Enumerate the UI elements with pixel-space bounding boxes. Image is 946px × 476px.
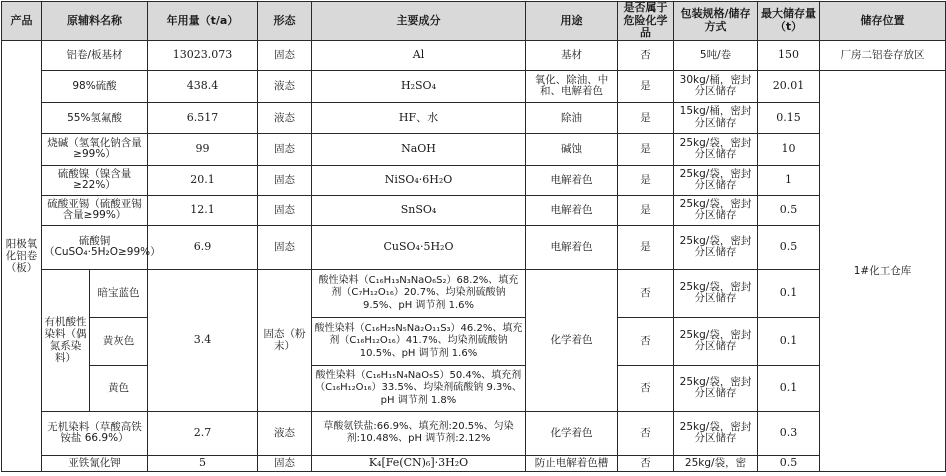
annual-use: 99 xyxy=(148,133,258,165)
hazardous: 否 xyxy=(618,317,674,365)
hazardous: 否 xyxy=(618,455,674,471)
packaging: 25kg/袋，密封分区储存 xyxy=(674,133,758,165)
composition: NiSO₄·6H₂O xyxy=(312,165,526,195)
form: 固态 xyxy=(258,165,312,195)
composition: 酸性染料（C₁₆H₁₅N₄NaO₅S）50.4%、填充剂（C₁₆H₁₂O₁₆）33.5%、均染剂硫酸钠 9.3%、pH 调节剂 1.8% xyxy=(312,365,526,411)
composition: K₄[Fe(CN)₆]·3H₂O xyxy=(312,455,526,471)
hazardous: 否 xyxy=(618,269,674,317)
dye-color-name: 暗宝蓝色 xyxy=(90,269,148,317)
purpose: 电解着色 xyxy=(526,225,618,269)
packaging: 30kg/桶，密封分区储存 xyxy=(674,70,758,102)
max-storage: 0.5 xyxy=(758,455,820,471)
material-name: 烧碱（氢氧化钠含量≥99%） xyxy=(42,133,148,165)
form: 固态 xyxy=(258,225,312,269)
dye-color-name: 黄灰色 xyxy=(90,317,148,365)
material-name: 硫酸亚锡（硫酸亚锡含量≥99%） xyxy=(42,195,148,225)
purpose: 碱蚀 xyxy=(526,133,618,165)
composition: 草酸氨铁盐:66.9%、填充剂:20.5%、匀染剂:10.48%、pH 调节剂:2.12% xyxy=(312,411,526,455)
hazardous: 是 xyxy=(618,102,674,133)
dye-color-name: 黄色 xyxy=(90,365,148,411)
table-row xyxy=(2,455,946,471)
product-category: 阳极氧化铝卷（板） xyxy=(2,40,42,471)
composition: 酸性染料（C₁₆H₁₃N₃NaO₆S₂）68.2%、填充剂（C₇H₁₂O₁₆）20.7%、均染剂硫酸钠 9.5%、pH 调节剂 1.6% xyxy=(312,269,526,317)
header-material-name: 原辅料名称 xyxy=(42,2,148,41)
header-form: 形态 xyxy=(258,2,312,41)
composition: NaOH xyxy=(312,133,526,165)
material-name: 亚铁氰化钾 xyxy=(42,455,148,471)
annual-use: 6.517 xyxy=(148,102,258,133)
table-row xyxy=(2,165,946,195)
hazardous: 是 xyxy=(618,70,674,102)
purpose: 电解着色 xyxy=(526,165,618,195)
purpose: 电解着色 xyxy=(526,195,618,225)
material-name: 55%氢氟酸 xyxy=(42,102,148,133)
annual-use: 20.1 xyxy=(148,165,258,195)
annual-use: 6.9 xyxy=(148,225,258,269)
purpose: 防止电解着色槽 xyxy=(526,455,618,471)
annual-use: 438.4 xyxy=(148,70,258,102)
storage-location: 1#化工仓库 xyxy=(820,70,946,471)
form: 液态 xyxy=(258,102,312,133)
annual-use: 12.1 xyxy=(148,195,258,225)
header-location: 储存位置 xyxy=(820,2,946,41)
form: 液态 xyxy=(258,411,312,455)
packaging: 25kg/袋，密封分区储存 xyxy=(674,269,758,317)
form: 固态 xyxy=(258,133,312,165)
dye-group-name: 有机酸性染料（偶氮系染料） xyxy=(42,269,90,411)
packaging: 25kg/袋，密封分区储存 xyxy=(674,225,758,269)
packaging: 15kg/桶，密封分区储存 xyxy=(674,102,758,133)
purpose: 除油 xyxy=(526,102,618,133)
purpose: 化学着色 xyxy=(526,411,618,455)
packaging: 25kg/袋，密封分区储存 xyxy=(674,411,758,455)
header-packaging: 包装规格/储存方式 xyxy=(674,2,758,41)
composition: SnSO₄ xyxy=(312,195,526,225)
table-row xyxy=(2,133,946,165)
hazardous: 是 xyxy=(618,195,674,225)
material-name: 铝卷/板基材 xyxy=(42,40,148,70)
material-name: 无机染料（草酸高铁铵盐 66.9%） xyxy=(42,411,148,455)
max-storage: 0.1 xyxy=(758,317,820,365)
purpose: 化学着色 xyxy=(526,269,618,411)
header-purpose: 用途 xyxy=(526,2,618,41)
form: 固态 xyxy=(258,40,312,70)
table-row xyxy=(2,70,946,102)
table-row xyxy=(2,225,946,269)
header-category: 产品 xyxy=(2,2,42,41)
max-storage: 0.3 xyxy=(758,411,820,455)
hazardous: 否 xyxy=(618,365,674,411)
header-max-storage: 最大储存量（t） xyxy=(758,2,820,41)
table-row xyxy=(2,269,946,317)
max-storage: 0.5 xyxy=(758,225,820,269)
packaging: 25kg/袋，密 xyxy=(674,455,758,471)
header-composition: 主要成分 xyxy=(312,2,526,41)
table-row xyxy=(2,195,946,225)
form: 固态（粉末） xyxy=(258,269,312,411)
table-row xyxy=(2,40,946,70)
max-storage: 0.1 xyxy=(758,365,820,411)
composition: 酸性染料（C₁₆H₂₅N₅Na₂O₁₁S₃）46.2%、填充剂（C₁₆H₁₂O₁₆）41.7%、均染剂硫酸钠 10.5%、pH 调节剂 1.6% xyxy=(312,317,526,365)
composition: CuSO₄·5H₂O xyxy=(312,225,526,269)
annual-use: 2.7 xyxy=(148,411,258,455)
table-row xyxy=(2,102,946,133)
annual-use: 3.4 xyxy=(148,269,258,411)
packaging: 25kg/袋，密封分区储存 xyxy=(674,165,758,195)
table-row xyxy=(2,365,946,411)
header-row xyxy=(2,2,946,41)
packaging: 25kg/袋，密封分区储存 xyxy=(674,195,758,225)
packaging: 25kg/袋，密封分区储存 xyxy=(674,317,758,365)
composition: H₂SO₄ xyxy=(312,70,526,102)
composition: Al xyxy=(312,40,526,70)
storage-location: 厂房二铝卷存放区 xyxy=(820,40,946,70)
form: 液态 xyxy=(258,70,312,102)
annual-use: 13023.073 xyxy=(148,40,258,70)
max-storage: 0.1 xyxy=(758,269,820,317)
header-annual-use: 年用量（t/a） xyxy=(148,2,258,41)
hazardous: 是 xyxy=(618,133,674,165)
annual-use: 5 xyxy=(148,455,258,471)
material-name: 硫酸镍（镍含量≥22%） xyxy=(42,165,148,195)
max-storage: 150 xyxy=(758,40,820,70)
raw-materials-table xyxy=(1,1,946,472)
purpose: 基材 xyxy=(526,40,618,70)
composition: HF、水 xyxy=(312,102,526,133)
purpose: 氧化、除油、中和、电解着色 xyxy=(526,70,618,102)
max-storage: 1 xyxy=(758,165,820,195)
packaging: 5吨/卷 xyxy=(674,40,758,70)
max-storage: 0.5 xyxy=(758,195,820,225)
hazardous: 是 xyxy=(618,225,674,269)
form: 固态 xyxy=(258,455,312,471)
hazardous: 是 xyxy=(618,165,674,195)
header-hazardous: 是否属于危险化学品 xyxy=(618,2,674,41)
max-storage: 10 xyxy=(758,133,820,165)
hazardous: 否 xyxy=(618,411,674,455)
max-storage: 0.15 xyxy=(758,102,820,133)
table-row xyxy=(2,411,946,455)
hazardous: 否 xyxy=(618,40,674,70)
material-name: 98%硫酸 xyxy=(42,70,148,102)
material-name: 硫酸铜（CuSO₄·5H₂O≥99%） xyxy=(42,225,148,269)
table-row xyxy=(2,317,946,365)
max-storage: 20.01 xyxy=(758,70,820,102)
packaging: 25kg/袋，密封分区储存 xyxy=(674,365,758,411)
form: 固态 xyxy=(258,195,312,225)
